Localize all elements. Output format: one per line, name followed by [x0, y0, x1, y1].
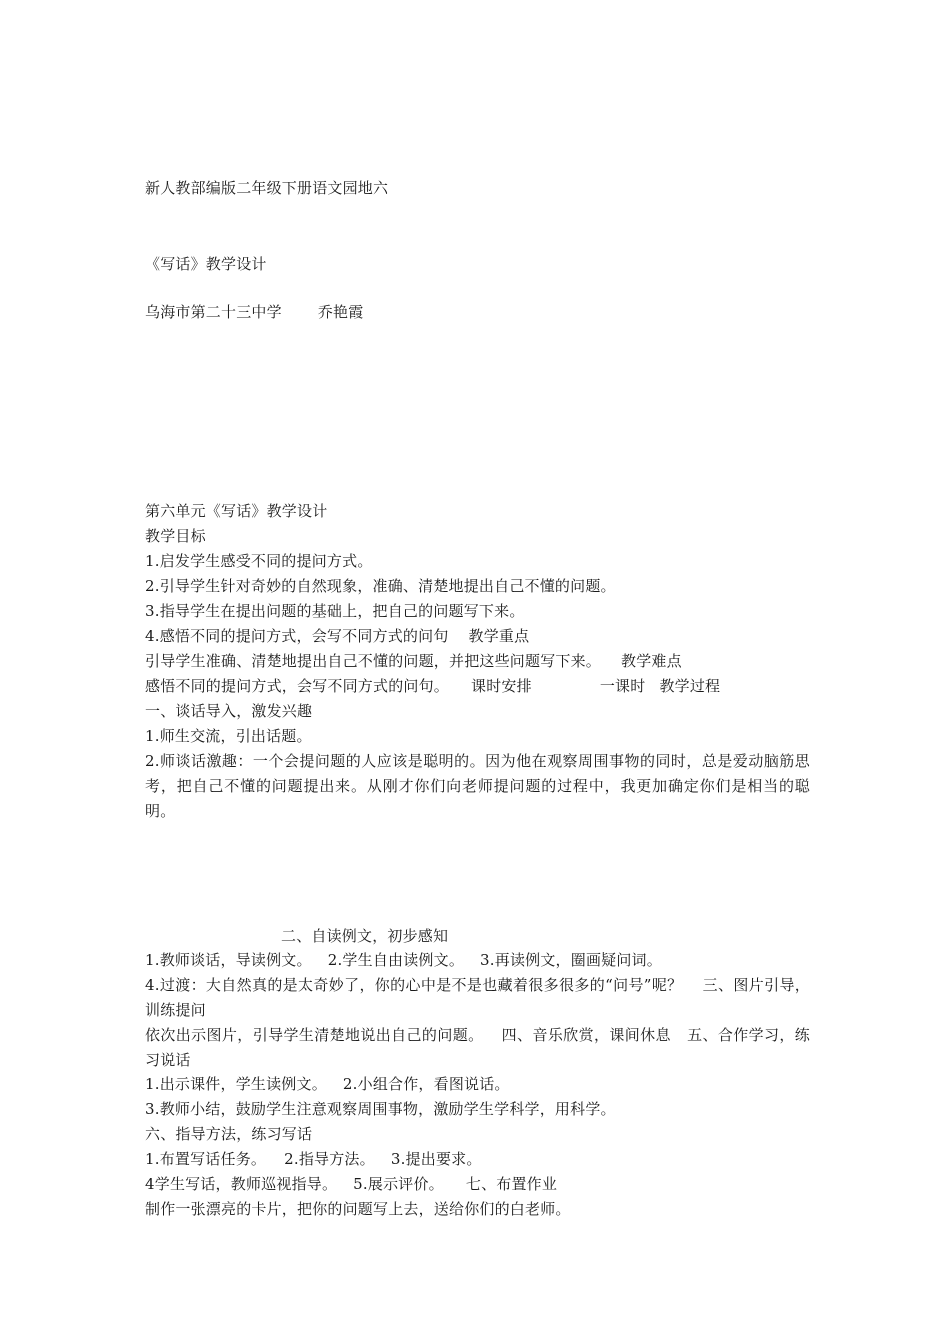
objective-item: 1.启发学生感受不同的提问方式。 — [145, 552, 373, 570]
section-2-items-line — [145, 948, 662, 973]
section-paragraph: 2.师谈话激趣：一个会提问题的人应该是聪明的。因为他在观察周围事物的同时，总是爱动脑筋思考，把自己不懂的问题提出来。从刚才你们向老师提问题的过程中，我更加确定你们是相当的聪明。 — [145, 752, 810, 820]
process-heading: 教学过程 — [659, 677, 721, 695]
key-point-heading: 教学重点 — [468, 627, 530, 645]
objective-item: 4.感悟不同的提问方式，会写不同方式的问句 — [145, 627, 449, 645]
section-item: 4.过渡：大自然真的是太奇妙了，你的心中是不是也藏着很多很多的“问号”呢？ — [145, 976, 683, 994]
section-6-items-line-2 — [145, 1172, 557, 1197]
section-item: 3.提出要求。 — [390, 1150, 482, 1168]
section-item: 2.小组合作，看图说话。 — [342, 1075, 510, 1093]
section-item: 1.师生交流，引出话题。 — [145, 727, 312, 745]
section-item: 1.布置写话任务。 — [145, 1150, 267, 1168]
section-item: 5.展示评价。 — [353, 1175, 444, 1193]
difficulty-heading: 教学难点 — [621, 652, 682, 670]
section-item: 3.教师小结，鼓励学生注意观察周围事物，激励学生学科学，用科学。 — [145, 1100, 616, 1118]
section-6-items-line — [145, 1147, 482, 1172]
schedule-heading: 课时安排 — [471, 677, 532, 695]
document-subtitle: 《写话》教学设计 — [145, 255, 267, 273]
objective-item: 3.指导学生在提出问题的基础上，把自己的问题写下来。 — [145, 602, 525, 620]
section-item: 1.教师谈话，导读例文。 — [145, 951, 312, 969]
document-title: 新人教部编版二年级下册语文园地六 — [145, 179, 389, 197]
section-heading: 七、布置作业 — [465, 1175, 558, 1193]
unit-title: 第六单元《写话》教学设计 — [145, 502, 328, 520]
section-item: 2.指导方法。 — [284, 1150, 375, 1168]
section-heading: 五、合作学习，练习说话 — [145, 1026, 811, 1069]
section-5-items-line — [145, 1072, 510, 1097]
key-point-text: 引导学生准确、清楚地提出自己不懂的问题，并把这些问题写下来。 — [145, 652, 602, 670]
schedule-value: 一课时 — [599, 677, 646, 695]
section-heading: 三、图片引导，训练提问 — [145, 976, 810, 1019]
homework-text: 制作一张漂亮的卡片，把你的问题写上去，送给你们的白老师。 — [145, 1200, 571, 1218]
section-heading: 一、谈话导入，激发兴趣 — [145, 702, 313, 720]
difficulty-text: 感悟不同的提问方式，会写不同方式的问句。 — [145, 677, 450, 695]
section-item: 1.出示课件，学生读例文。 — [145, 1075, 327, 1093]
author-name: 乔艳霞 — [317, 303, 364, 321]
objective-item-4-line — [145, 624, 529, 649]
section-text: 依次出示图片，引导学生清楚地说出自己的问题。 — [145, 1026, 484, 1044]
section-item: 2.学生自由读例文。 — [327, 951, 465, 969]
section-item: 3.再读例文，圈画疑问词。 — [480, 951, 662, 969]
section-item: 4学生写话，教师巡视指导。 — [145, 1175, 338, 1193]
section-heading: 四、音乐欣赏，课间休息 — [501, 1026, 671, 1044]
objective-item: 2.引导学生针对奇妙的自然现象，准确、清楚地提出自己不懂的问题。 — [145, 577, 616, 595]
section-2-transition — [145, 973, 810, 1023]
school-name: 乌海市第二十三中学 — [145, 303, 282, 321]
section-heading: 六、指导方法，练习写话 — [145, 1125, 313, 1143]
difficulty-line — [145, 674, 720, 699]
section-3-line — [145, 1023, 810, 1073]
objectives-heading: 教学目标 — [145, 527, 206, 545]
key-point-line — [145, 649, 682, 674]
section-heading: 二、自读例文，初步感知 — [281, 927, 449, 945]
author-line — [145, 300, 363, 325]
